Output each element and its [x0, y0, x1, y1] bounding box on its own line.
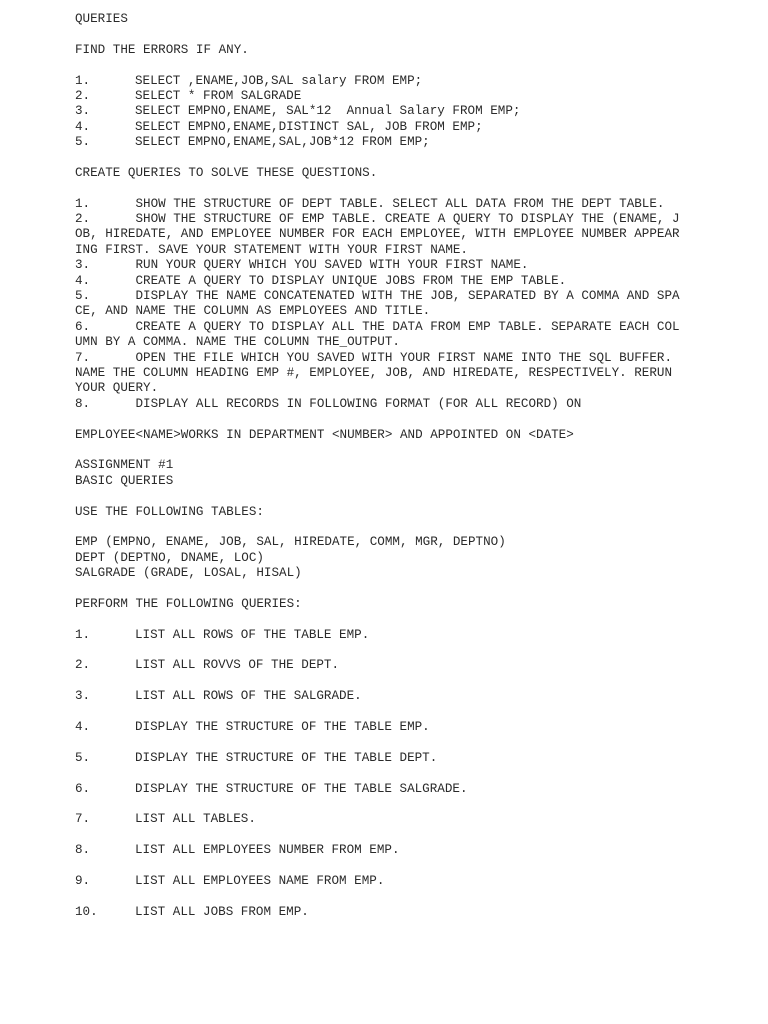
document-page — [75, 12, 755, 935]
create-line: 8. DISPLAY ALL RECORDS IN FOLLOWING FORMAT (FOR ALL RECORD) ON — [75, 396, 582, 411]
queries-list — [75, 628, 755, 920]
item-number: 3. — [75, 104, 91, 119]
item-text: DISPLAY THE STRUCTURE OF THE TABLE EMP. — [135, 719, 430, 734]
list-item — [75, 751, 755, 766]
list-item — [75, 843, 755, 858]
create-line: UMN BY A COMMA. NAME THE COLUMN THE_OUTPUT. — [75, 335, 400, 350]
errors-heading: FIND THE ERRORS IF ANY. — [75, 42, 249, 57]
create-line: 5. DISPLAY THE NAME CONCATENATED WITH THE JOB, SEPARATED BY A COMMA AND SPA — [75, 289, 680, 304]
table-definition: EMP (EMPNO, ENAME, JOB, SAL, HIREDATE, COMM, MGR, DEPTNO) — [75, 535, 506, 550]
item-text: SELECT ,ENAME,JOB,SAL salary FROM EMP; — [135, 73, 423, 88]
list-item — [75, 135, 755, 150]
tables-heading: USE THE FOLLOWING TABLES: — [75, 504, 264, 519]
item-number: 8. — [75, 843, 91, 858]
item-text: LIST ALL ROWS OF THE TABLE EMP. — [135, 627, 370, 642]
perform-heading: PERFORM THE FOLLOWING QUERIES: — [75, 596, 302, 611]
create-line: 6. CREATE A QUERY TO DISPLAY ALL THE DATA FROM EMP TABLE. SEPARATE EACH COL — [75, 319, 680, 334]
create-line: OB, HIREDATE, AND EMPLOYEE NUMBER FOR EACH EMPLOYEE, WITH EMPLOYEE NUMBER APPEAR — [75, 227, 680, 242]
create-line: 2. SHOW THE STRUCTURE OF EMP TABLE. CREATE A QUERY TO DISPLAY THE (ENAME, J — [75, 212, 680, 227]
list-item — [75, 658, 755, 673]
item-text: LIST ALL JOBS FROM EMP. — [135, 904, 309, 919]
create-list — [75, 197, 755, 412]
table-definition: DEPT (DEPTNO, DNAME, LOC) — [75, 550, 264, 565]
item-text: LIST ALL TABLES. — [135, 812, 256, 827]
assignment-subtitle: BASIC QUERIES — [75, 473, 174, 488]
item-number: 5. — [75, 135, 91, 150]
list-item — [75, 782, 755, 797]
errors-list — [75, 74, 755, 151]
format-line: EMPLOYEE<NAME>WORKS IN DEPARTMENT <NUMBER> AND APPOINTED ON <DATE> — [75, 427, 574, 442]
create-line: NAME THE COLUMN HEADING EMP #, EMPLOYEE, JOB, AND HIREDATE, RESPECTIVELY. RERUN — [75, 365, 673, 380]
list-item — [75, 905, 755, 920]
list-item — [75, 720, 755, 735]
item-number: 1. — [75, 73, 91, 88]
page-title: QUERIES — [75, 12, 128, 26]
item-text: LIST ALL EMPLOYEES NUMBER FROM EMP. — [135, 843, 400, 858]
table-definition: SALGRADE (GRADE, LOSAL, HISAL) — [75, 566, 302, 581]
item-number: 4. — [75, 719, 91, 734]
list-item — [75, 812, 755, 827]
item-number: 4. — [75, 119, 91, 134]
create-heading: CREATE QUERIES TO SOLVE THESE QUESTIONS. — [75, 165, 378, 180]
assignment-title: ASSIGNMENT #1 — [75, 458, 174, 473]
create-line: 4. CREATE A QUERY TO DISPLAY UNIQUE JOBS FROM THE EMP TABLE. — [75, 273, 567, 288]
item-text: DISPLAY THE STRUCTURE OF THE TABLE SALGRADE. — [135, 781, 468, 796]
create-line: CE, AND NAME THE COLUMN AS EMPLOYEES AND TITLE. — [75, 304, 431, 319]
tables-list — [75, 535, 755, 581]
item-number: 7. — [75, 812, 91, 827]
create-line: 1. SHOW THE STRUCTURE OF DEPT TABLE. SELECT ALL DATA FROM THE DEPT TABLE. — [75, 196, 665, 211]
list-item — [75, 120, 755, 135]
item-text: LIST ALL ROWS OF THE SALGRADE. — [135, 689, 362, 704]
item-text: SELECT EMPNO,ENAME, SAL*12 Annual Salary FROM EMP; — [135, 104, 521, 119]
item-text: DISPLAY THE STRUCTURE OF THE TABLE DEPT. — [135, 750, 438, 765]
item-text: LIST ALL ROVVS OF THE DEPT. — [135, 658, 340, 673]
item-text: SELECT EMPNO,ENAME,SAL,JOB*12 FROM EMP; — [135, 135, 430, 150]
list-item — [75, 874, 755, 889]
item-number: 10. — [75, 904, 98, 919]
item-number: 3. — [75, 689, 91, 704]
create-line: 7. OPEN THE FILE WHICH YOU SAVED WITH YOUR FIRST NAME INTO THE SQL BUFFER. — [75, 350, 673, 365]
item-text: SELECT * FROM SALGRADE — [135, 88, 302, 103]
create-line: YOUR QUERY. — [75, 381, 159, 396]
item-number: 2. — [75, 88, 91, 103]
create-line: 3. RUN YOUR QUERY WHICH YOU SAVED WITH YOUR FIRST NAME. — [75, 258, 529, 273]
item-number: 9. — [75, 873, 91, 888]
list-item — [75, 628, 755, 643]
item-text: SELECT EMPNO,ENAME,DISTINCT SAL, JOB FROM EMP; — [135, 119, 483, 134]
list-item — [75, 104, 755, 119]
list-item — [75, 689, 755, 704]
list-item — [75, 89, 755, 104]
list-item — [75, 74, 755, 89]
item-number: 6. — [75, 781, 91, 796]
create-line: ING FIRST. SAVE YOUR STATEMENT WITH YOUR FIRST NAME. — [75, 242, 468, 257]
item-number: 1. — [75, 627, 91, 642]
item-text: LIST ALL EMPLOYEES NAME FROM EMP. — [135, 873, 385, 888]
item-number: 5. — [75, 750, 91, 765]
item-number: 2. — [75, 658, 91, 673]
